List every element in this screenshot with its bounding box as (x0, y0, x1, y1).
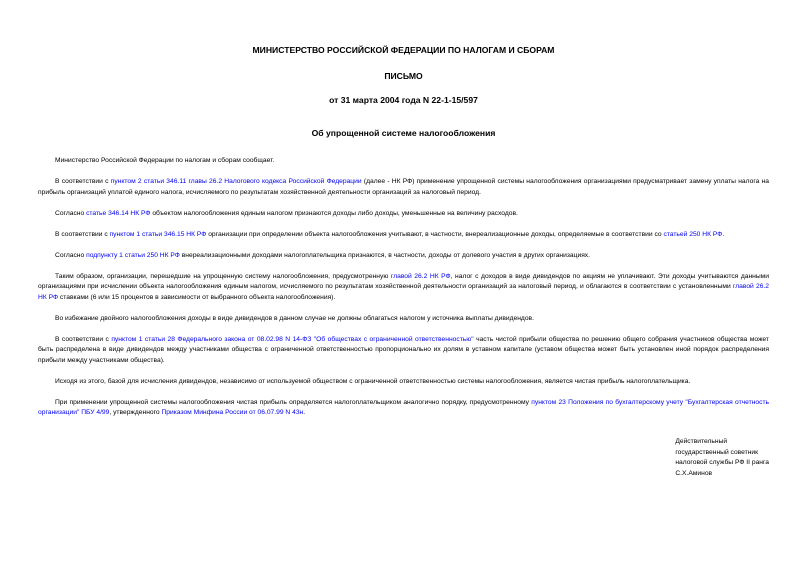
legal-reference-link[interactable]: пунктом 23 Положения по бухгалтерскому учету "Бухгалтерская отчетность организации" ПБУ 4/99 (38, 398, 769, 416)
paragraph-text: В соответствии с (55, 178, 111, 185)
paragraph-text: (далее - НК РФ) применение упрощенной системы налогообложения организациями предусматривает замену уплаты налога на прибыль организаций уплатой единого налога, исчисляемого по результатам хозяйственной деятельности организаций за налоговый период. (38, 178, 770, 196)
paragraph-text: . (722, 230, 725, 238)
paragraph-text: Согласно (55, 209, 87, 217)
legal-reference-link[interactable]: Приказом Минфина России от 06.07.99 N 43н (161, 409, 304, 416)
paragraph-text: При применении упрощенной системы налогообложения чистая прибыль определяется налогоплательщиком аналогично порядку, предусмотренному (55, 398, 532, 406)
signature-block (675, 437, 769, 479)
document-kind: ПИСЬМО (384, 71, 423, 81)
document-subject: Об упрощенной системе налогообложения (311, 128, 496, 138)
paragraph-text: Согласно (55, 251, 87, 259)
paragraph-text: . (303, 409, 306, 416)
paragraph-text: часть чистой прибыли общества по решению общего собрания участников общества может быть распределена в виде дивидендов между участниками общества с ограниченной ответственностью пропорционально их долям в уставном капитале (уставом общества может быть установлен иной порядок распределения прибыли между участниками общества). (38, 335, 769, 364)
issuing-authority: МИНИСТЕРСТВО РОССИЙСКОЙ ФЕДЕРАЦИИ ПО НАЛОГАМ И СБОРАМ (252, 45, 555, 55)
paragraph (38, 230, 769, 241)
legal-reference-link[interactable]: пунктом 2 статьи 346.11 главы 26.2 Налогового кодекса Российской Федерации (110, 178, 362, 185)
paragraph-text: объектом налогообложения единым налогом признаются доходы либо доходы, уменьшенные на величину расходов. (150, 209, 518, 217)
paragraph-text: В соответствии с (55, 335, 112, 343)
paragraph-text: Исходя из этого, базой для исчисления дивидендов, независимо от используемой обществом с ограниченной ответственностью системы налогообложения, является чистая прибыль налогоплательщика. (55, 377, 691, 385)
document-date-number: от 31 марта 2004 года N 22-1-15/597 (329, 95, 478, 105)
paragraph-text: В соответствии с (55, 230, 110, 238)
paragraph (38, 314, 769, 325)
paragraph-text: Таким образом, организации, перешедшие на упрощенную систему налогообложения, предусмотренную (55, 272, 391, 280)
legal-reference-link[interactable]: подпункту 1 статьи 250 НК РФ (86, 251, 180, 259)
paragraph (38, 272, 769, 304)
paragraph-text: Во избежание двойного налогообложения доходы в виде дивидендов в данном случае не должны облагаться налогом у источника выплаты дивидендов. (55, 314, 534, 322)
signature-title-line-1: Действительный (675, 438, 728, 445)
legal-reference-link[interactable]: статье 346.14 НК РФ (86, 209, 151, 217)
legal-reference-link[interactable]: статьей 250 НК РФ (663, 230, 723, 238)
paragraph (38, 251, 769, 262)
legal-reference-link[interactable]: главой 26.2 НК РФ (38, 283, 769, 301)
paragraph (38, 398, 769, 419)
legal-reference-link[interactable]: главой 26.2 НК РФ (390, 272, 451, 280)
paragraph-text: Министерство Российской Федерации по налогам и сборам сообщает. (55, 157, 275, 164)
paragraph (38, 177, 769, 198)
paragraph-text: , налог с доходов в виде дивидендов по акциям не уплачивают. Эти доходы учитываются данными организациями при исчислении объекта налогообложения единым налогом, исчисляемого по результатам хозяйственной деятельности организаций за налоговый период, и облагаются в соответствии с установленными (38, 272, 769, 290)
paragraph-text: организации при определении объекта налогообложения учитывают, в частности, внереализационные доходы, определяемые в соответствии со (206, 230, 664, 238)
paragraph-text: , утвержденного (109, 409, 162, 416)
legal-reference-link[interactable]: пунктом 1 статьи 28 Федерального закона от 08.02.98 N 14-ФЗ "Об обществах с ограниченной ответственностью" (111, 335, 474, 343)
signature-title-line-2: государственный советник (675, 448, 759, 456)
paragraph (38, 335, 769, 367)
signer-name: С.Х.Аминов (675, 469, 713, 477)
paragraph (38, 209, 769, 220)
signature-title-line-3: налоговой службы РФ II ранга (675, 459, 769, 466)
paragraph (38, 156, 769, 167)
document-body (38, 156, 769, 419)
paragraph (38, 377, 769, 388)
legal-reference-link[interactable]: пунктом 1 статьи 346.15 НК РФ (109, 230, 207, 238)
paragraph-text: ставками (6 или 15 процентов в зависимости от выбранного объекта налогообложения). (58, 293, 336, 301)
paragraph-text: внереализационными доходами налогоплательщика признаются, в частности, доходы от долевого участия в других организациях. (179, 251, 591, 259)
